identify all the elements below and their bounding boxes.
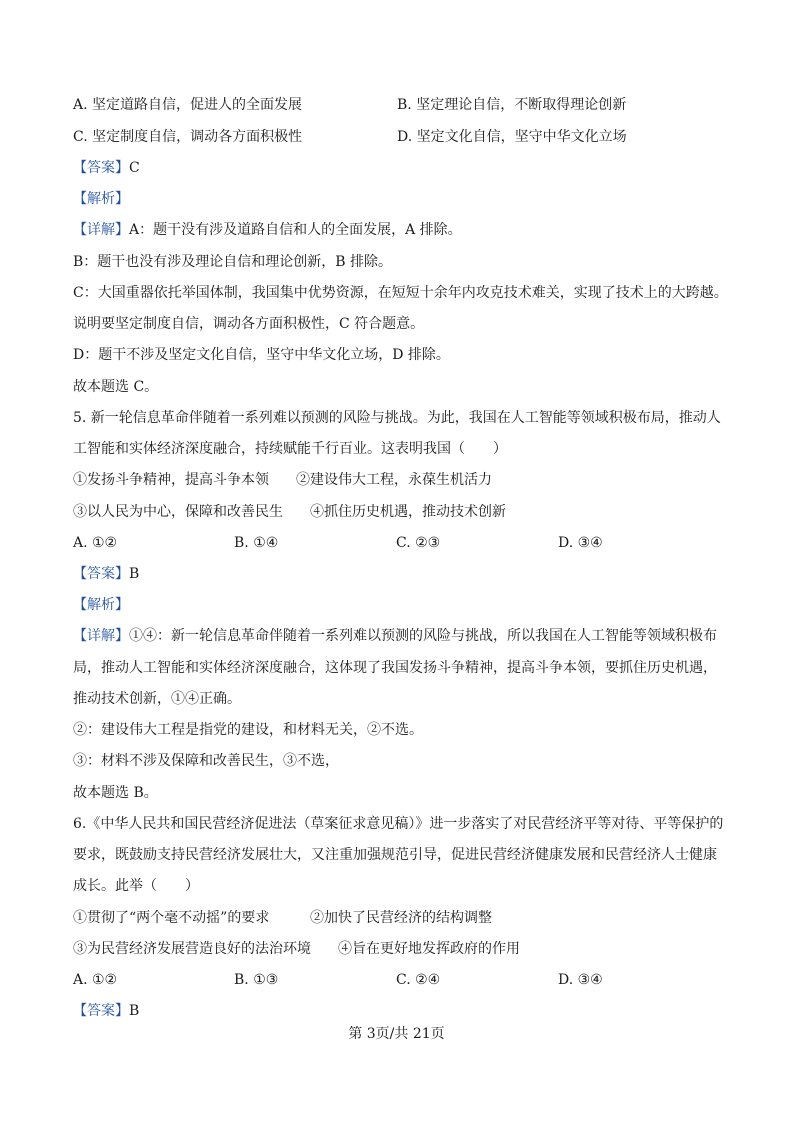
- q4-detail-line: B：题干也没有涉及理论自信和理论创新，B 排除。: [73, 254, 393, 270]
- q5-detail-line: 【详解】①④：新一轮信息革命伴随着一系列难以预测的风险与挑战，所以我国在人工智能等领域积极布: [73, 628, 717, 644]
- q4-option-c: C. 坚定制度自信，调动各方面积极性: [73, 129, 303, 145]
- q6-choice-b: B. ①③: [234, 972, 279, 988]
- q4-detail-line: D：题干不涉及坚定文化自信，坚守中华文化立场，D 排除。: [73, 347, 450, 363]
- q5-analysis-tag: 【解析】: [73, 597, 129, 613]
- q5-choice-a: A. ①②: [73, 535, 118, 551]
- answer-tag: 【答案】: [73, 160, 129, 176]
- q5-item-3: ③以人民为中心，保障和改善民生: [73, 504, 283, 520]
- q6-stem-line: 6.《中华人民共和国民营经济促进法（草案征求意见稿）》进一步落实了对民营经济平等对待、平等保护的: [73, 816, 724, 832]
- q4-detail-line: C：大国重器依托举国体制，我国集中优势资源，在短短十余年内攻克技术难关，实现了技术上的大跨越。: [73, 285, 728, 301]
- answer-value: B: [129, 1003, 140, 1019]
- q4-detail-line: 【详解】A：题干没有涉及道路自信和人的全面发展，A 排除。: [73, 222, 462, 238]
- q5-detail-line: 局，推动人工智能和实体经济深度融合，这体现了我国发扬斗争精神，提高斗争本领，要抓住历史机遇，: [73, 660, 717, 676]
- q5-choice-d: D. ③④: [558, 535, 603, 551]
- answer-tag: 【答案】: [73, 1003, 129, 1019]
- q4-detail-line: 说明要坚定制度自信，调动各方面积极性，C 符合题意。: [73, 316, 425, 332]
- q5-answer: [73, 564, 139, 584]
- q4-answer: [73, 158, 140, 178]
- q5-detail-line: ③：材料不涉及保障和改善民生，③不选，: [73, 753, 339, 769]
- q5-choice-b: B. ①④: [234, 535, 279, 551]
- answer-value: B: [129, 566, 140, 582]
- q5-detail-line: 故本题选 B。: [73, 785, 158, 801]
- q4-option-b: B. 坚定理论自信，不断取得理论创新: [397, 97, 627, 113]
- q6-stem-line: 成长。此举（ ）: [73, 878, 199, 894]
- q6-choice-d: D. ③④: [558, 972, 603, 988]
- q4-analysis-tag: 【解析】: [73, 191, 129, 207]
- q5-choice-c: C. ②③: [396, 535, 441, 551]
- q6-item-1: ①贯彻了“两个毫不动摇”的要求: [73, 910, 270, 926]
- q5-detail-line: ②：建设伟大工程是指党的建设，和材料无关，②不选。: [73, 722, 423, 738]
- detail-tag: 【详解】: [73, 628, 129, 644]
- q6-item-4: ④旨在更好地发挥政府的作用: [338, 941, 520, 957]
- q4-detail-line: 故本题选 C。: [73, 379, 159, 395]
- q4-option-a: A. 坚定道路自信，促进人的全面发展: [73, 97, 303, 113]
- q5-stem-line: 工智能和实体经济深度融合，持续赋能千行百业。这表明我国（ ）: [73, 441, 507, 457]
- q6-item-3: ③为民营经济发展营造良好的法治环境: [73, 941, 311, 957]
- q6-choice-c: C. ②④: [396, 972, 441, 988]
- q4-option-d: D. 坚定文化自信，坚守中华文化立场: [397, 129, 627, 145]
- page-footer: 第 3页/共 21页: [348, 1026, 445, 1042]
- q6-item-2: ②加快了民营经济的结构调整: [310, 910, 492, 926]
- q6-choice-a: A. ①②: [73, 972, 118, 988]
- q5-item-2: ②建设伟大工程，永葆生机活力: [296, 472, 492, 488]
- answer-tag: 【答案】: [73, 566, 129, 582]
- q6-answer: [73, 1001, 139, 1021]
- q5-item-1: ①发扬斗争精神，提高斗争本领: [73, 472, 269, 488]
- q6-stem-line: 要求，既鼓励支持民营经济发展壮大，又注重加强规范引导，促进民营经济健康发展和民营经济人士健康: [73, 847, 717, 863]
- q5-item-4: ④抓住历史机遇，推动技术创新: [310, 504, 506, 520]
- q5-detail-line: 推动技术创新，①④正确。: [73, 691, 241, 707]
- answer-value: C: [129, 160, 140, 176]
- detail-tag: 【详解】: [73, 222, 129, 238]
- q5-stem-line: 5. 新一轮信息革命伴随着一系列难以预测的风险与挑战。为此，我国在人工智能等领域积极布局，推动人: [73, 410, 721, 426]
